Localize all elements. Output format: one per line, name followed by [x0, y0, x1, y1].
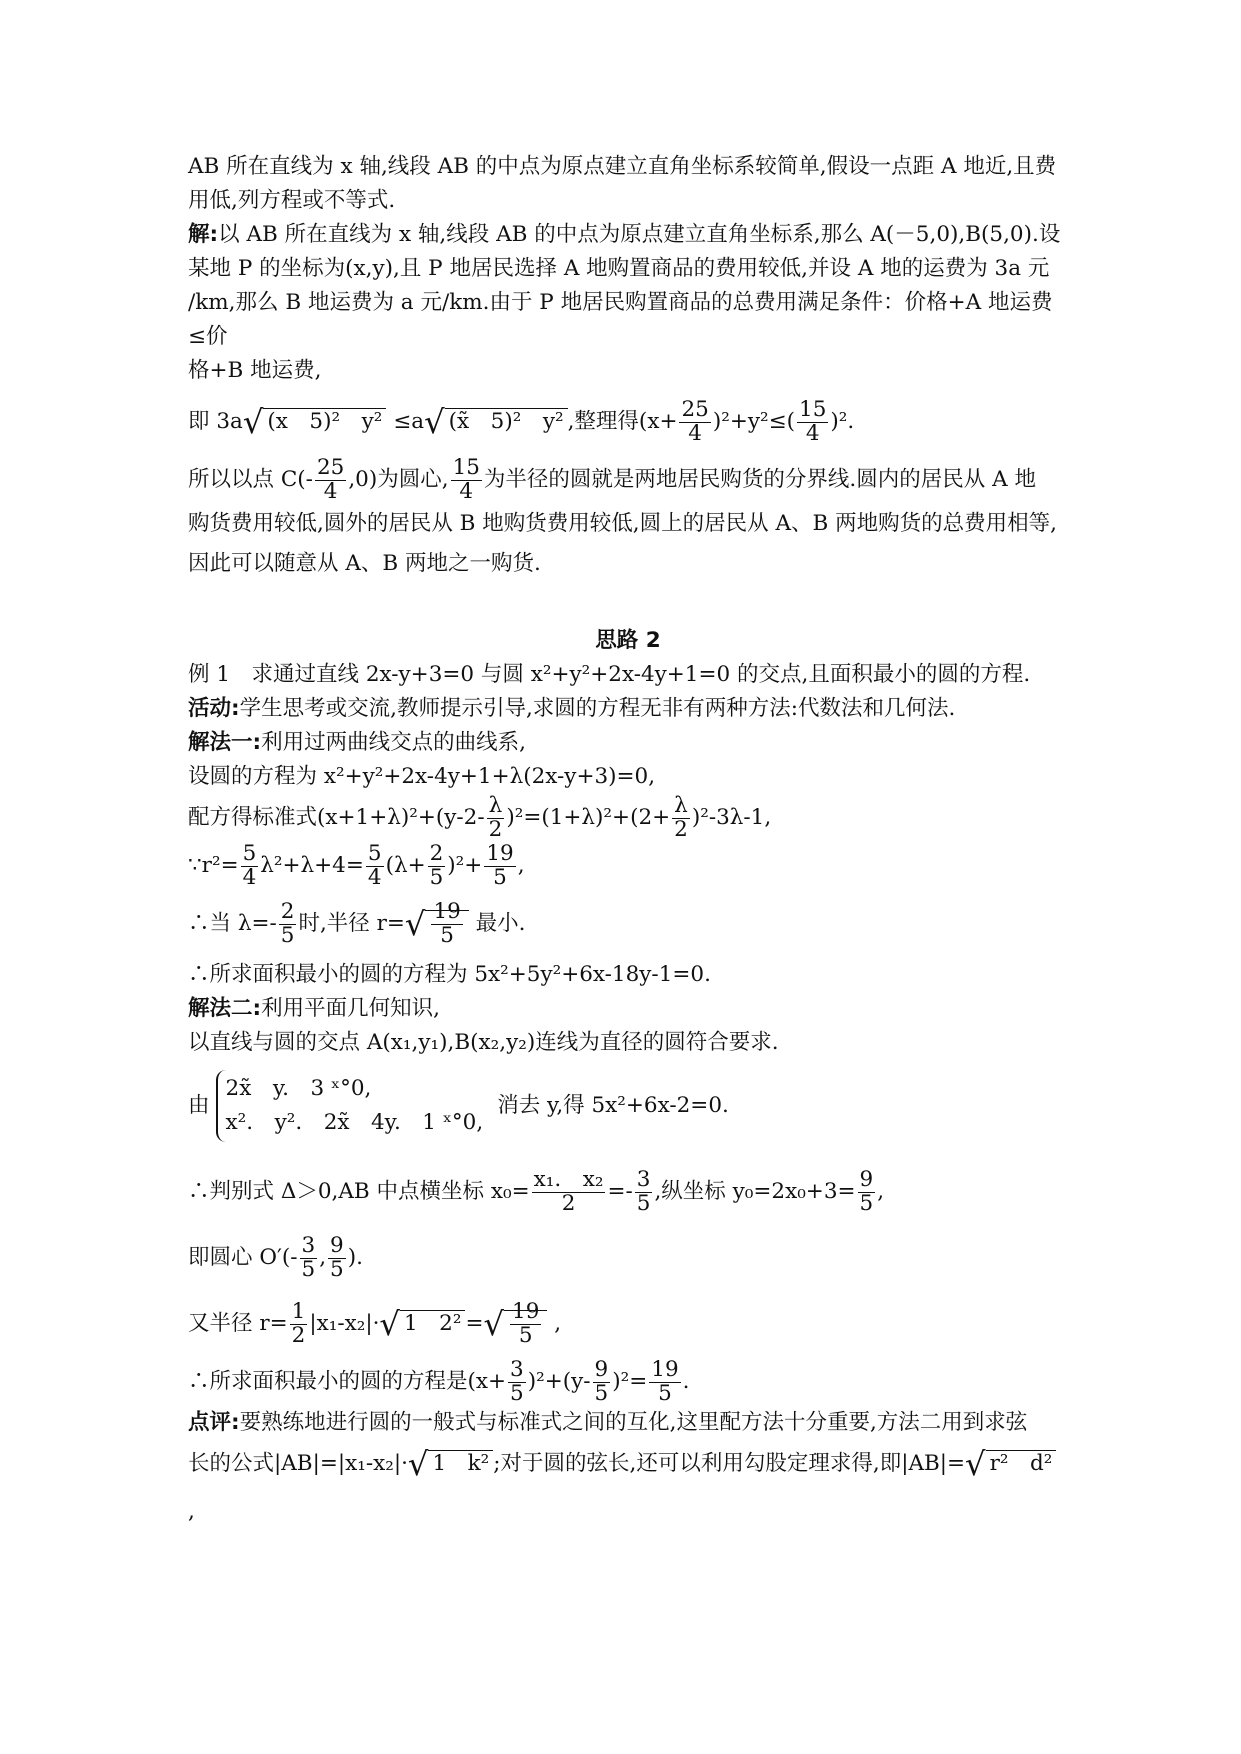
- radius-squared-equation: ∵r²= $\frac{5}{4}$ λ²+λ+4= $\frac{5}{4}$ (λ+ $\frac{2}{5}$ )²+ $\frac{19}{5}$ ,: [188, 840, 525, 890]
- fraction: $\frac{19}{5}$: [486, 840, 514, 890]
- sqrt-expression: √ (x̃ 5)² y²: [424, 398, 568, 446]
- sqrt-expression: √ 1 k²: [408, 1440, 493, 1488]
- sqrt-expression: √ $\frac{19}{5}$: [483, 1300, 547, 1348]
- standard-form-equation: 配方得标准式(x+1+λ)²+(y-2- $\frac{\lambda}{2}$ )²=(1+λ)²+(2+ $\frac{\lambda}{2}$ )²-3λ-1,: [188, 792, 772, 842]
- example-statement: 例 1 求通过直线 2x-y+3=0 与圆 x²+y²+2x-4y+1=0 的交点,且面积最小的圆的方程.: [188, 662, 1031, 687]
- paragraph-line: 某地 P 的坐标为(x,y),且 P 地居民选择 A 地购置商品的费用较低,并设 A 地的运费为 3a 元: [188, 256, 1050, 281]
- conclusion-line: 所以以点 C(- $\frac{25}{4}$ ,0)为圆心, $\frac{15}{4}$ 为半径的圆就是两地居民购货的分界线.圆内的居民从 A 地: [188, 454, 1036, 504]
- paragraph-line: ∴所求面积最小的圆的方程为 5x²+5y²+6x-18y-1=0.: [188, 962, 711, 987]
- comment-line: 点评:要熟练地进行圆的一般式与标准式之间的互化,这里配方法十分重要,方法二用到求弦: [188, 1410, 1028, 1435]
- sqrt-expression: √ $\frac{19}{5}$: [405, 900, 469, 948]
- sqrt-expression: √ 1 2²: [379, 1300, 465, 1348]
- sqrt-expression: √ (x 5)² y²: [243, 398, 387, 446]
- paragraph-line: 购货费用较低,圆外的居民从 B 地购货费用较低,圆上的居民从 A、B 两地购货的总费用相等,: [188, 511, 1057, 536]
- fraction: $\frac{2}{5}$: [429, 840, 444, 890]
- paragraph-line: 以直线与圆的交点 A(x₁,y₁),B(x₂,y₂)连线为直径的圆符合要求.: [188, 1030, 779, 1055]
- discriminant-line: ∴判别式 Δ＞0,AB 中点横坐标 x₀= $\frac{\text{x₁. x₂}}{2}$ =- $\frac{3}{5}$ ,纵坐标 y₀=2x₀+3= $\frac{9}{5}$ ,: [188, 1166, 885, 1216]
- method1-line: 解法一:利用过两曲线交点的曲线系,: [188, 730, 526, 755]
- method2-line: 解法二:利用平面几何知识,: [188, 996, 440, 1021]
- fraction: $\frac{15}{4}$: [452, 454, 480, 504]
- paragraph-line: /km,那么 B 地运费为 a 元/km.由于 P 地居民购置商品的总费用满足条件：价格+A 地运费≤价: [188, 290, 1053, 349]
- comment-formula-line: 长的公式|AB|=|x₁-x₂|·√ 1 k² ;对于圆的弦长,还可以利用勾股定理求得,即|AB|=√ r² d² ,: [188, 1440, 1068, 1536]
- intro-line: 用低,列方程或不等式.: [188, 188, 396, 213]
- sqrt-expression: √ r² d²: [965, 1440, 1056, 1488]
- equation-system: 2x̃ y. 3 ˣ°0, x². y². 2x̃ 4y. 1 ˣ°0,: [216, 1070, 492, 1142]
- fraction: $\frac{2}{5}$: [280, 898, 295, 948]
- fraction: $\frac{25}{4}$: [681, 396, 709, 446]
- fraction: $\frac{9}{5}$: [859, 1166, 874, 1216]
- fraction: $\frac{\lambda}{2}$: [488, 792, 503, 842]
- solution-paragraph: 解:以 AB 所在直线为 x 轴,线段 AB 的中点为原点建立直角坐标系,那么 A(－5,0),B(5,0).设: [188, 222, 1061, 247]
- fraction: $\frac{\lambda}{2}$: [674, 792, 688, 842]
- center-line: 即圆心 O′(- $\frac{3}{5}$ , $\frac{9}{5}$ ).: [188, 1232, 363, 1282]
- method2-result-line: ∴所求面积最小的圆的方程是(x+ $\frac{3}{5}$ )²+(y- $\frac{9}{5}$ )²= $\frac{19}{5}$ .: [188, 1356, 690, 1406]
- activity-line: 活动:学生思考或交流,教师提示引导,求圆的方程无非有两种方法:代数法和几何法.: [188, 696, 956, 721]
- fraction: $\frac{9}{5}$: [594, 1356, 609, 1406]
- intro-line: AB 所在直线为 x 轴,线段 AB 的中点为原点建立直角坐标系较简单,假设一点距 A 地近,且费: [188, 154, 1057, 179]
- fraction: $\frac{5}{4}$: [242, 840, 257, 890]
- fraction: $\frac{25}{4}$: [316, 454, 345, 504]
- fraction: $\frac{3}{5}$: [301, 1232, 316, 1282]
- fraction: $\frac{19}{5}$: [651, 1356, 679, 1406]
- paragraph-line: 因此可以随意从 A、B 两地之一购货.: [188, 551, 541, 576]
- fraction: $\frac{1}{2}$: [291, 1298, 306, 1348]
- fraction: $\frac{9}{5}$: [330, 1232, 344, 1282]
- inequality-equation: 即 3a√ (x 5)² y² ≤a√ (x̃ 5)² y² ,整理得(x+ $\frac{25}{4}$ )²+y²≤( $\frac{15}{4}$ )².: [188, 396, 855, 446]
- paragraph-line: 格+B 地运费,: [188, 358, 322, 383]
- solution-label: 解:: [188, 222, 219, 247]
- document-page: [188, 150, 1068, 1536]
- fraction: $\frac{15}{4}$: [799, 396, 827, 446]
- equation-system-line: 由 2x̃ y. 3 ˣ°0, x². y². 2x̃ 4y. 1 ˣ°0, 消去 y,得 5x²+6x-2=0.: [188, 1070, 1068, 1142]
- minimum-condition-line: ∴当 λ=- $\frac{2}{5}$ 时,半径 r=√ $\frac{19}{5}$ 最小.: [188, 898, 526, 948]
- fraction: $\frac{5}{4}$: [367, 840, 382, 890]
- fraction: $\frac{\text{x₁. x₂}}{2}$: [533, 1166, 604, 1216]
- radius-line: 又半径 r= $\frac{1}{2}$ |x₁-x₂|·√ 1 2² =√ $\frac{19}{5}$ ,: [188, 1298, 562, 1348]
- fraction: $\frac{3}{5}$: [510, 1356, 524, 1406]
- section-heading: 思路 2: [595, 628, 661, 653]
- paragraph-line: 设圆的方程为 x²+y²+2x-4y+1+λ(2x-y+3)=0,: [188, 764, 656, 789]
- fraction: $\frac{3}{5}$: [636, 1166, 651, 1216]
